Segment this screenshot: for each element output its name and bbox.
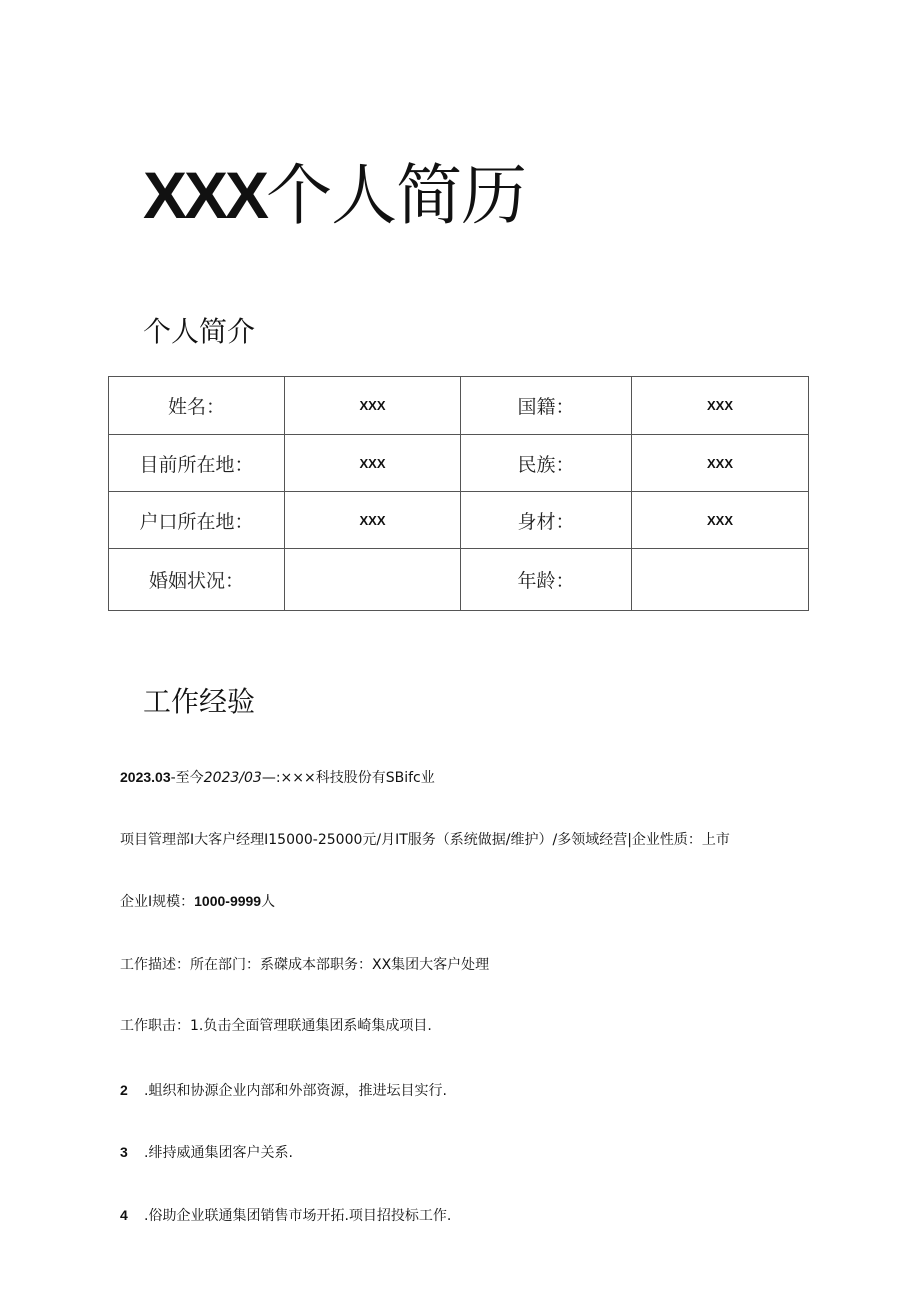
profile-value-physique: XXX xyxy=(632,492,809,549)
work-duty-item xyxy=(120,1205,451,1226)
resume-title xyxy=(143,150,526,241)
profile-row xyxy=(109,435,809,492)
work-duty-text: .蛆织和协源企业内部和外部资源，推进坛目实行. xyxy=(144,1083,447,1099)
work-period-separator: -至今 xyxy=(170,770,204,786)
profile-row xyxy=(109,377,809,435)
profile-value-name: XXX xyxy=(285,377,461,435)
work-period-start: 2023.03 xyxy=(120,769,171,785)
profile-label-marital-status: 婚姻状况： xyxy=(109,549,285,611)
profile-value-marital-status xyxy=(285,549,461,611)
profile-label-ethnicity: 民族： xyxy=(461,435,632,492)
work-period-italic: 2023/03 xyxy=(203,770,262,786)
profile-label-physique: 身材： xyxy=(461,492,632,549)
work-duty-number: 2 xyxy=(120,1082,128,1098)
work-company-size-label: 企业I规模： xyxy=(120,894,195,910)
work-section-heading: 工作经验 xyxy=(143,685,256,718)
work-company-size-unit: 人 xyxy=(261,894,276,910)
profile-row xyxy=(109,549,809,611)
profile-section-heading: 个人简介 xyxy=(143,315,256,348)
profile-value-ethnicity: XXX xyxy=(632,435,809,492)
profile-value-household-registration: XXX xyxy=(285,492,461,549)
work-duties-line: 工作职击：1.负击全面管理联通集团系崎集成项目. xyxy=(120,1018,432,1034)
work-duty-number: 4 xyxy=(120,1207,128,1223)
resume-title-suffix: 个人简历 xyxy=(266,157,527,234)
profile-label-age: 年龄： xyxy=(461,549,632,611)
work-duty-item xyxy=(120,1080,447,1101)
profile-value-age xyxy=(632,549,809,611)
work-duty-text: .绯持威通集团客户关系. xyxy=(144,1145,293,1161)
work-description-line: 工作描述：所在部门：系磔成本部职务：XX集团大客户处理 xyxy=(120,957,490,973)
profile-table xyxy=(108,376,809,611)
profile-label-household-registration: 户口所在地： xyxy=(109,492,285,549)
work-period-company: —:×××科技股份有SBifc业 xyxy=(261,770,435,786)
profile-label-nationality: 国籍： xyxy=(461,377,632,435)
work-position-line: 项目管理部I大客户经理I15000-25000元/月IT服务（系统做据/维护）/多领域经营|企业性质：上市 xyxy=(120,832,730,848)
work-company-size-value: 1000-9999 xyxy=(194,893,262,909)
work-period-line xyxy=(120,767,435,788)
resume-title-name: XXX xyxy=(143,158,267,232)
work-duty-number: 3 xyxy=(120,1144,128,1160)
profile-value-current-location: XXX xyxy=(285,435,461,492)
profile-row xyxy=(109,492,809,549)
profile-label-name: 姓名： xyxy=(109,377,285,435)
work-company-size-line xyxy=(120,891,275,912)
profile-label-current-location: 目前所在地： xyxy=(109,435,285,492)
work-duty-item xyxy=(120,1142,293,1163)
profile-value-nationality: XXX xyxy=(632,377,809,435)
work-duty-text: .俗助企业联通集团销售市场开拓.项目招投标工作. xyxy=(144,1208,452,1224)
